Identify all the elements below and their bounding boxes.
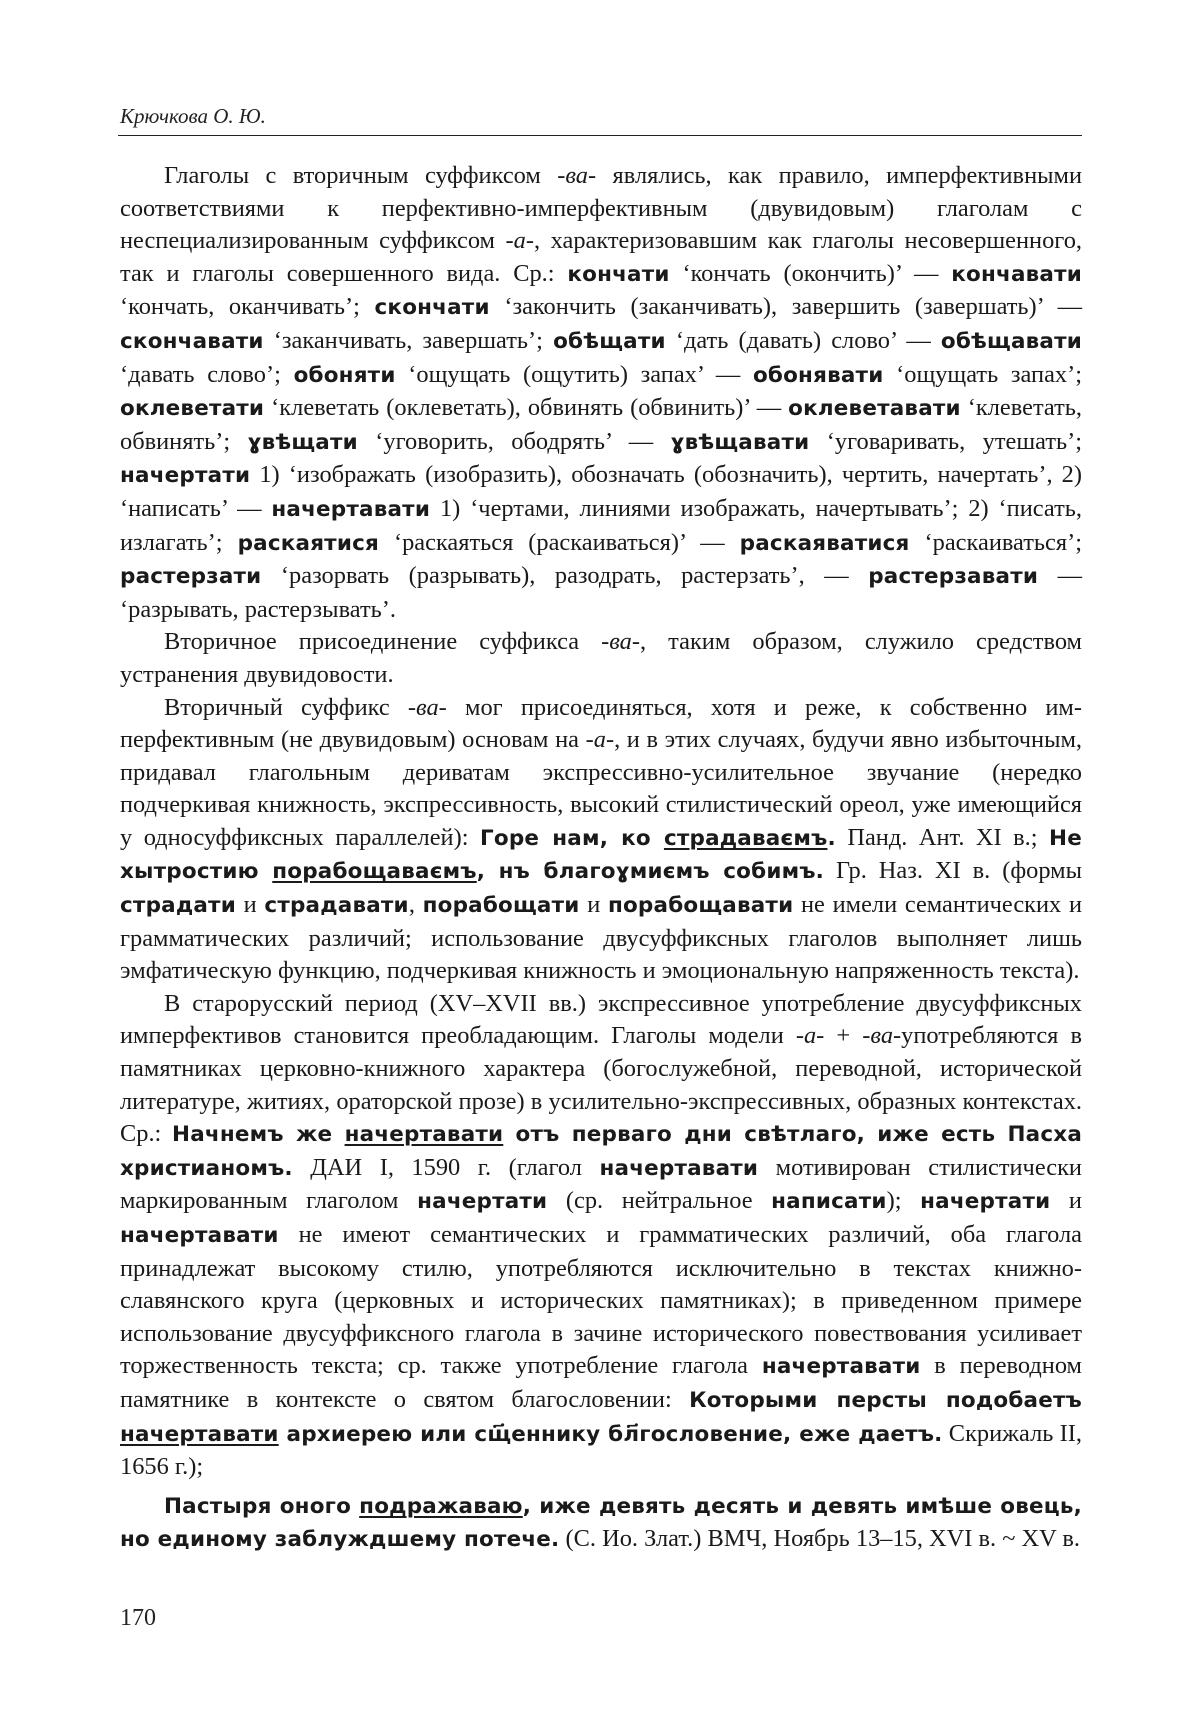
slavonic-word: ɣвѣщавати bbox=[670, 429, 810, 455]
slavonic-word: кончати bbox=[567, 261, 670, 287]
slavonic-word: начертавати bbox=[271, 496, 431, 522]
slavonic-word: раскаятися bbox=[237, 530, 379, 556]
text-run: + bbox=[824, 1022, 863, 1050]
slavonic-word: Начнемъ же bbox=[172, 1122, 345, 1148]
text-run: Панд. Ант. XI в.; bbox=[835, 823, 1050, 851]
slavonic-word: , иже девять десять и девять имѣше овець, но единому заблуждшему потече. bbox=[120, 1493, 1082, 1553]
paragraph bbox=[120, 160, 1082, 626]
slavonic-word: начертавати bbox=[120, 1223, 279, 1248]
text-run: ‘раскаиваться’; bbox=[909, 528, 1082, 556]
italic-morpheme: -ва- bbox=[601, 628, 640, 656]
slavonic-word: начертавати bbox=[599, 1155, 759, 1181]
example-paragraph bbox=[120, 1490, 1082, 1557]
slavonic-word: обѣщати bbox=[553, 328, 666, 354]
text-run: — ‘разрывать, растерзывать’. bbox=[120, 562, 1082, 623]
slavonic-word: скончавати bbox=[120, 328, 264, 354]
text-run: ‘уговорить, ободрять’ — bbox=[357, 427, 671, 455]
text-run: , и в этих случаях, будучи явно избыточным, придавал глагольным дериватам экспрессивно-усилительное звучание (нередко подчеркивая книжность, экспрессивность, высокий стилистический ореол, уже имеющийся у односуффиксных параллелей): bbox=[120, 726, 1082, 851]
italic-morpheme: -а- bbox=[585, 726, 615, 754]
slavonic-word: порабощавати bbox=[607, 893, 794, 919]
text-run: Вторичное присоединение суффикса bbox=[164, 628, 602, 656]
slavonic-word: обоняти bbox=[293, 362, 396, 388]
underline: порабощаваємъ bbox=[272, 859, 477, 885]
text-run: не имеют семантических и грамматических различий, оба глагола принадлежат высокому стилю, употребляются исключительно в текстах книжно-славянского круга (церковных и исторических памятниках); в приведенном примере использование двусуффиксного глагола в зачине исторического повествования усиливает торжественность текста; ср. также употребление глагола bbox=[120, 1221, 1082, 1380]
text-run: ‘ощущать запах’; bbox=[883, 360, 1083, 388]
body-text bbox=[120, 160, 1082, 1557]
text-run: мотивирован стилистически маркированным глаголом bbox=[120, 1153, 1082, 1215]
italic-morpheme: -ва- bbox=[557, 162, 597, 189]
slavonic-word-underlined bbox=[272, 859, 476, 884]
slavonic-word: скончати bbox=[374, 295, 490, 321]
slavonic-word-underlined bbox=[120, 1422, 279, 1447]
slavonic-word-underlined bbox=[345, 1122, 504, 1147]
underline: начертавати bbox=[120, 1421, 279, 1447]
slavonic-word: Горе нам, ко bbox=[480, 825, 664, 851]
text-run: ‘дать (давать) слово’ — bbox=[665, 326, 941, 354]
text-run: ‘клеветать, обвинять’; bbox=[120, 394, 1082, 455]
text-run: Гр. Наз. XI в. (формы bbox=[824, 857, 1082, 885]
text-run: ‘кончать, оканчивать’; bbox=[120, 293, 375, 321]
underline: страдаваємъ bbox=[663, 825, 828, 851]
slavonic-word: написати bbox=[771, 1189, 887, 1215]
slavonic-word: оклеветавати bbox=[788, 396, 961, 422]
text-run: (С. Ио. Злат.) ВМЧ, Ноябрь 13–15, XVI в. ~ XV в. bbox=[559, 1525, 1081, 1553]
running-head: Крючкова О. Ю. bbox=[120, 104, 266, 128]
text-run: не имели семантических и грамматических различий; использование двусуффиксных глаголов выполняет лишь эмфатическую функцию, подчеркивая книжность и эмоциональную напряженность текста). bbox=[120, 891, 1082, 985]
slavonic-word-underlined bbox=[359, 1494, 523, 1519]
slavonic-word: страдавати bbox=[264, 893, 409, 919]
slavonic-word: порабощати bbox=[422, 893, 580, 919]
text-run: ‘кончать (окончить)’ — bbox=[669, 259, 952, 287]
slavonic-word: Не хытростию bbox=[120, 825, 1082, 885]
text-run: 1) ‘чертами, линиями изображать, начертывать’; 2) ‘писать, излагать’; bbox=[120, 494, 1082, 556]
text-run: , bbox=[408, 891, 423, 919]
text-run: ‘уговаривать, утешать’; bbox=[809, 427, 1082, 455]
slavonic-word: начертати bbox=[417, 1189, 548, 1215]
underline: подражаваю bbox=[359, 1493, 523, 1519]
slavonic-word: отъ перваго дни свѣтлаго, иже есть Пасха христианомъ. bbox=[120, 1122, 1083, 1181]
text-run: ‘давать слово’; bbox=[120, 360, 294, 388]
text-run: и bbox=[579, 891, 608, 919]
paragraph bbox=[120, 626, 1082, 691]
text-run: в переводном памятнике в контексте о святом благословении: bbox=[120, 1352, 1082, 1413]
slavonic-word: начертати bbox=[120, 463, 251, 489]
text-run: и bbox=[1050, 1187, 1082, 1215]
slavonic-word: кончавати bbox=[951, 261, 1082, 287]
text-run: , характеризовавшим как глаголы несовершенного, так и глаголы совершенного вида. Ср.: bbox=[120, 227, 1082, 287]
text-run: ‘разорвать (разрывать), разодрать, растерзать’, — bbox=[261, 562, 869, 590]
slavonic-word: страдати bbox=[120, 893, 236, 919]
slavonic-word: оклеветати bbox=[120, 396, 265, 422]
text-run: ДАИ I, 1590 г. (глагол bbox=[292, 1153, 600, 1181]
slavonic-word: начертавати bbox=[761, 1354, 921, 1380]
slavonic-word-underlined bbox=[664, 826, 828, 851]
header-rule bbox=[118, 135, 1082, 136]
slavonic-word: ɣвѣщати bbox=[247, 429, 358, 455]
italic-morpheme: -ва- bbox=[862, 1022, 902, 1050]
paragraph bbox=[120, 988, 1082, 1484]
text-run: ‘раскаяться (раскаиваться)’ — bbox=[378, 528, 740, 556]
italic-morpheme: -ва- bbox=[407, 693, 447, 721]
text-run: являлись, как правило, имперфективными соответствиями к перфективно-имперфективным (двувидовым) глаголам с неспециализированным суффиксом bbox=[120, 162, 1082, 255]
slavonic-word: растерзати bbox=[120, 564, 262, 590]
text-run: В старорусский период (XV–XVII вв.) экспрессивное употребление двусуффиксных имперфективов становится преобладающим. Глаголы модели bbox=[120, 989, 1082, 1050]
slavonic-word: . bbox=[827, 825, 836, 851]
text-run: мог присоединяться, хотя и реже, к собственно имперфективным (не двувидовым) основам на bbox=[120, 693, 1082, 754]
slavonic-word: начертати bbox=[920, 1189, 1051, 1215]
text-run: ‘закончить (заканчивать), завершить (завершать)’ — bbox=[489, 293, 1082, 321]
text-run: и bbox=[235, 891, 265, 919]
text-run: употребляются в памятниках церковно-книжного характера (богослужебной, переводной, исторической литературе, житиях, ораторской прозе) в усилительно-экспрессивных, образных контекстах. Ср.: bbox=[120, 1022, 1082, 1148]
slavonic-word: обонявати bbox=[752, 362, 884, 388]
text-run: Глаголы с вторичным суффиксом bbox=[164, 162, 558, 189]
slavonic-word: Которыми персты подобаетъ bbox=[689, 1387, 1082, 1413]
text-run: ‘ощущать (ощутить) запах’ — bbox=[395, 360, 753, 388]
slavonic-word: растерзавати bbox=[868, 564, 1039, 590]
text-run: ‘заканчивать, завершать’; bbox=[263, 326, 554, 354]
italic-morpheme: -а- bbox=[795, 1022, 825, 1050]
slavonic-word: обѣщавати bbox=[940, 328, 1083, 354]
page-number: 170 bbox=[120, 1605, 156, 1631]
underline: начертавати bbox=[344, 1122, 504, 1148]
italic-morpheme: -а- bbox=[505, 227, 534, 255]
text-run: (ср. нейтральное bbox=[547, 1187, 772, 1215]
text-run: Вторичный суффикс bbox=[164, 693, 408, 721]
text-run: 1) ‘изображать (изобразить), обозначать (обозначить), чертить, начертать’, 2) ‘написать’ — bbox=[120, 461, 1082, 522]
paragraph bbox=[120, 692, 1082, 988]
text-run: ); bbox=[886, 1187, 921, 1215]
slavonic-word: Пастыря оного bbox=[164, 1493, 360, 1519]
text-run: Скрижаль II, 1656 г.); bbox=[120, 1419, 1082, 1481]
text-run: ‘клеветать (оклеветать), обвинять (обвинить)’ — bbox=[264, 394, 789, 422]
slavonic-word: архиерею или сщ҃еннику бл҃гословение, еже даетъ. bbox=[278, 1421, 943, 1447]
slavonic-word: раскаяватися bbox=[739, 530, 910, 556]
text-run: , таким образом, служило средством устранения двувидовости. bbox=[120, 628, 1082, 688]
slavonic-word: , нъ благоɣмиємъ собимъ. bbox=[476, 859, 825, 885]
